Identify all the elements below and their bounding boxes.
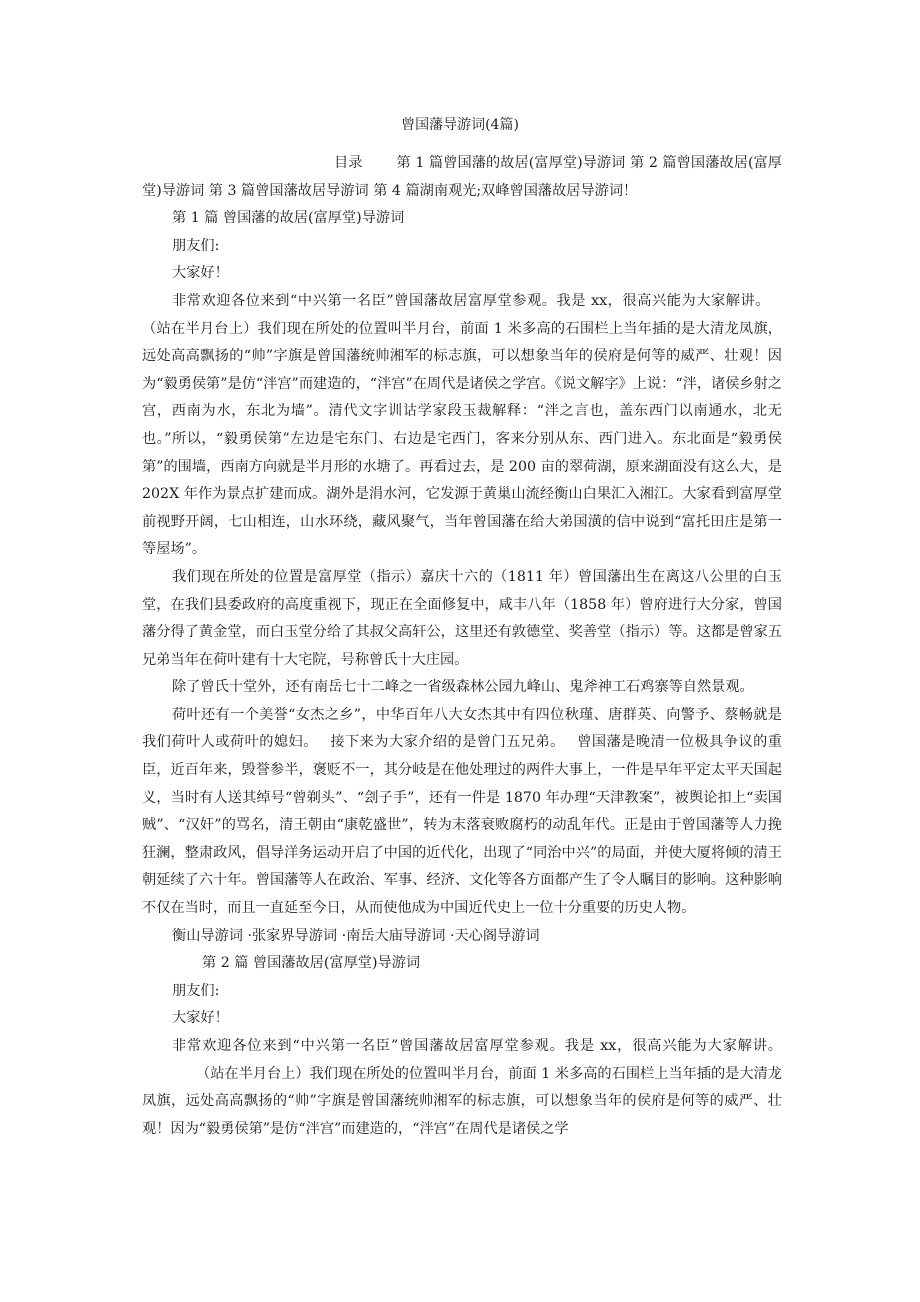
section1-paragraph-1-body: （站在半月台上）我们现在所处的位置叫半月台，前面 1 米多高的石围栏上当年插的是大清龙凤旗，远处高高飘扬的“帅”字旗是曾国藩统帅湘军的标志旗，可以想象当年的侯府是何等的威严、壮观！因为“毅勇侯第”是仿“泮宫”而建造的，“泮宫”在周代是诸侯之学宫。《说文解字》上说：“泮，诸侯乡射之宫，西南为水，东北为墙”。清代文字训诂学家段玉裁解释：“泮之言也，盖东西门以南通水，北无也。”所以，“毅勇侯第”左边是宅东门、右边是宅西门，客来分别从东、西门进入。东北面是“毅勇侯第”的围墙，西南方向就是半月形的水塘了。再看过去，是 200 亩的翠荷湖，原来湖面没有这么大，是 202X 年作为景点扩建而成。湖外是涓水河，它发源于黄巢山流经衡山白果汇入湘江。大家看到富厚堂前视野开阔，七山相连，山水环绕，藏风聚气，当年曾国藩在给大弟国潢的信中说到“富托田庄是第一等屋场”。 <box>142 320 782 558</box>
section1-greeting-friends: 朋友们: <box>172 237 220 254</box>
document-body <box>142 150 782 1143</box>
section1-heading: 第 1 篇 曾国藩的故居(富厚堂)导游词 <box>172 210 405 227</box>
section1-paragraph-4-c: 曾国藩是晚清一位极具争议的重臣，近百年来，毁誉参半，褒贬不一，其分岐是在他处理过的两件大事上，一件是早年平定太平天国起义，当时有人送其绰号“曾剃头”、“刽子手”，还有一件是 1870 年办理“天津教案”，被舆论扣上“卖国贼”、“汉奸”的骂名，清王朝由“康乾盛世”，转为末落衰败腐朽的动乱年代。正是由于曾国藩等人力挽狂澜，整肃政风，倡导洋务运动开启了中国的近代化，出现了“同治中兴”的局面，并使大厦将倾的清王朝延续了六十年。曾国藩等人在政治、军事、经济、文化等各方面都产生了令人瞩目的影响。这种影响不仅在当时，而且一直延至今日，从而使他成为中国近代史上一位十分重要的历史人物。 <box>142 734 782 917</box>
related-link-nanyue-temple[interactable]: ·南岳大庙导游词 <box>341 927 446 944</box>
section1-paragraph-4 <box>142 702 782 923</box>
related-link-hengshan[interactable]: 衡山导游词 <box>172 927 243 944</box>
section2-paragraph-1 <box>142 1033 782 1143</box>
section1-paragraph-1 <box>142 288 782 564</box>
section1-paragraph-4-b: 接下来为大家介绍的是曾门五兄弟。 <box>329 734 565 751</box>
document-title: 曾国藩导游词(4篇) <box>401 117 519 133</box>
related-links <box>142 923 782 951</box>
table-of-contents <box>142 150 782 205</box>
section2-heading: 第 2 篇 曾国藩故居(富厚堂)导游词 <box>202 955 421 972</box>
section1-paragraph-3: 除了曾氏十堂外，还有南岳七十二峰之一省级森林公园九峰山、鬼斧神工石鸡寨等自然景观。 <box>172 679 754 696</box>
related-link-zhangjiajie[interactable]: ·张家界导游词 <box>247 927 338 944</box>
section1-paragraph-4-a: 荷叶还有一个美誉“女杰之乡”，中华百年八大女杰其中有四位秋瑾、唐群英、向警予、蔡畅就是我们荷叶人或荷叶的媳妇。 <box>142 706 782 751</box>
section1-paragraph-1-intro: 非常欢迎各位来到“中兴第一名臣”曾国藩故居富厚堂参观。我是 xx，很高兴能为大家解讲。 <box>172 292 770 309</box>
related-link-tianxin-pavilion[interactable]: ·天心阁导游词 <box>449 927 540 944</box>
section1-greeting-hello: 大家好！ <box>172 265 229 282</box>
section1-paragraph-2: 我们现在所处的位置是富厚堂（指示）嘉庆十六的（1811 年）曾国藩出生在离这八公里的白玉堂，在我们县委政府的高度重视下，现正在全面修复中，咸丰八年（1858 年）曾府进行大分家，曾国藩分得了黄金堂，而白玉堂分给了其叔父高轩公，这里还有敦德堂、奖善堂（指示）等。这都是曾家五兄弟当年在荷叶建有十大宅院，号称曾氏十大庄园。 <box>142 568 782 668</box>
section2-greeting-hello: 大家好！ <box>172 1010 229 1027</box>
section2-paragraph-1-intro: 非常欢迎各位来到“中兴第一名臣”曾国藩故居富厚堂参观。我是 xx，很高兴能为大家解讲。 <box>172 1038 782 1054</box>
toc-label: 目录 <box>334 155 363 171</box>
section2-greeting-friends: 朋友们: <box>172 982 220 999</box>
section2-paragraph-1-body: （站在半月台上）我们现在所处的位置叫半月台，前面 1 米多高的石围栏上当年插的是大清龙凤旗，远处高高飘扬的“帅”字旗是曾国藩统帅湘军的标志旗，可以想象当年的侯府是何等的威严、壮观！因为“毅勇侯第”是仿“泮宫”而建造的，“泮宫”在周代是诸侯之学 <box>142 1065 782 1137</box>
toc-entries: 第 1 篇曾国藩的故居(富厚堂)导游词 第 2 篇曾国藩故居(富厚堂)导游词 第 3 篇曾国藩故居导游词 第 4 篇湖南观光;双峰曾国藩故居导游词！ <box>142 155 782 199</box>
